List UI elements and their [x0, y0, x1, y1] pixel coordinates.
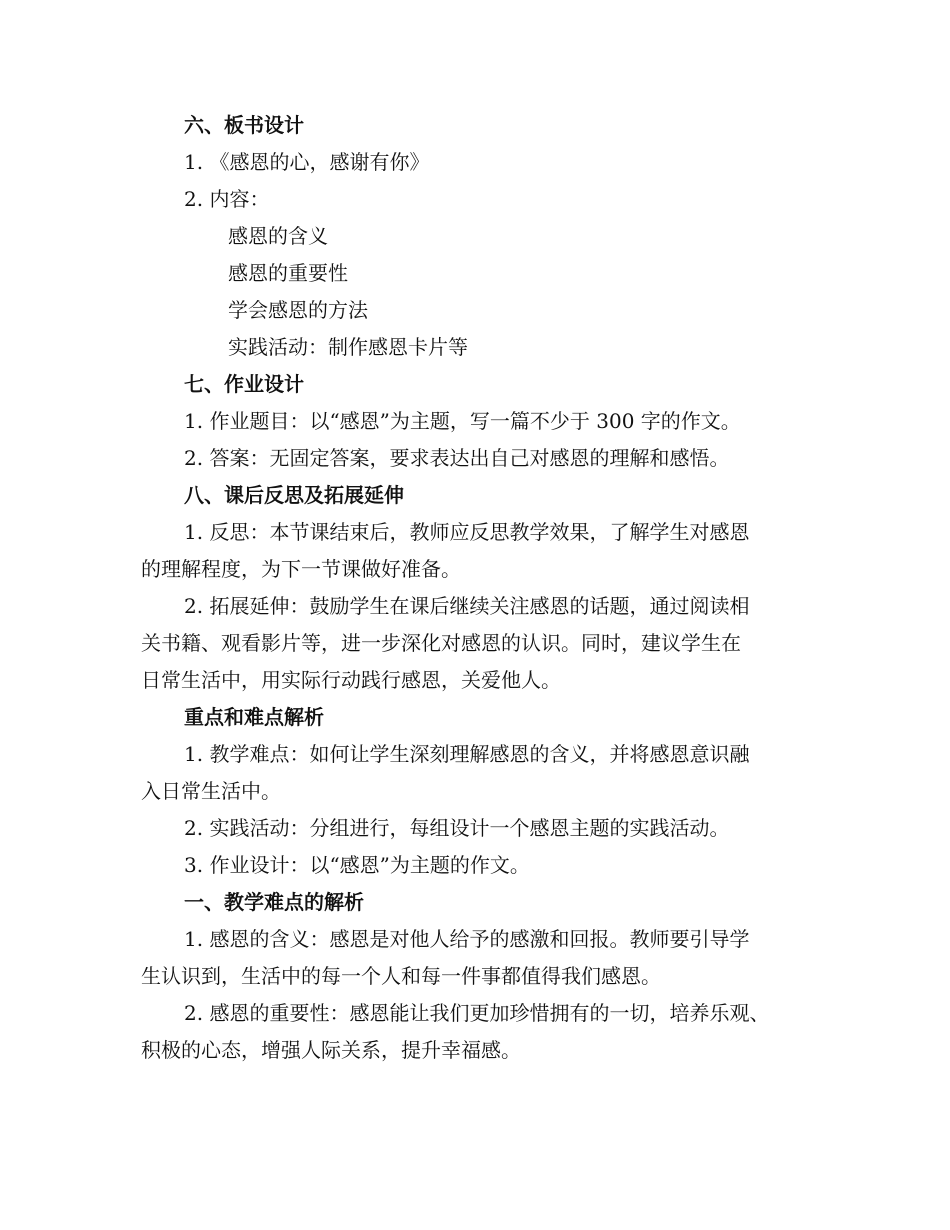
list-item: 2. 感恩的重要性：感恩能让我们更加珍惜拥有的一切，培养乐观、 [184, 1001, 770, 1025]
list-item-continuation: 关书籍、观看影片等，进一步深化对感恩的认识。同时，建议学生在 [141, 631, 741, 655]
list-item: 1. 反思：本节课结束后，教师应反思教学效果，了解学生对感恩 [184, 520, 750, 544]
list-item-continuation: 积极的心态，增强人际关系，提升幸福感。 [141, 1038, 521, 1062]
section-heading-difficulty-analysis: 一、教学难点的解析 [184, 890, 364, 914]
list-item-continuation: 日常生活中，用实际行动践行感恩，关爱他人。 [141, 668, 561, 692]
list-item: 1. 教学难点：如何让学生深刻理解感恩的含义，并将感恩意识融 [184, 742, 750, 766]
list-item: 2. 拓展延伸：鼓励学生在课后继续关注感恩的话题，通过阅读相 [184, 594, 750, 618]
document-body [141, 107, 816, 1069]
list-item: 3. 作业设计：以“感恩”为主题的作文。 [184, 853, 530, 877]
list-item-continuation: 入日常生活中。 [141, 779, 281, 803]
sub-item: 感恩的含义 [228, 224, 328, 248]
list-item: 2. 内容： [184, 187, 270, 211]
list-item: 2. 答案：无固定答案，要求表达出自己对感恩的理解和感悟。 [184, 446, 730, 470]
list-item: 1. 《感恩的心，感谢有你》 [184, 150, 430, 174]
list-item-continuation: 生认识到，生活中的每一个人和每一件事都值得我们感恩。 [141, 964, 661, 988]
list-item: 1. 感恩的含义：感恩是对他人给予的感激和回报。教师要引导学 [184, 927, 750, 951]
sub-item: 学会感恩的方法 [228, 298, 368, 322]
list-item: 1. 作业题目：以“感恩”为主题，写一篇不少于 300 字的作文。 [184, 409, 741, 433]
section-heading-key-points: 重点和难点解析 [184, 705, 324, 729]
section-heading-homework-design: 七、作业设计 [184, 372, 304, 396]
sub-item: 实践活动：制作感恩卡片等 [228, 335, 468, 359]
section-heading-board-design: 六、板书设计 [184, 113, 304, 137]
sub-item: 感恩的重要性 [228, 261, 348, 285]
section-heading-reflection: 八、课后反思及拓展延伸 [184, 483, 404, 507]
list-item-continuation: 的理解程度，为下一节课做好准备。 [141, 557, 461, 581]
list-item: 2. 实践活动：分组进行，每组设计一个感恩主题的实践活动。 [184, 816, 730, 840]
